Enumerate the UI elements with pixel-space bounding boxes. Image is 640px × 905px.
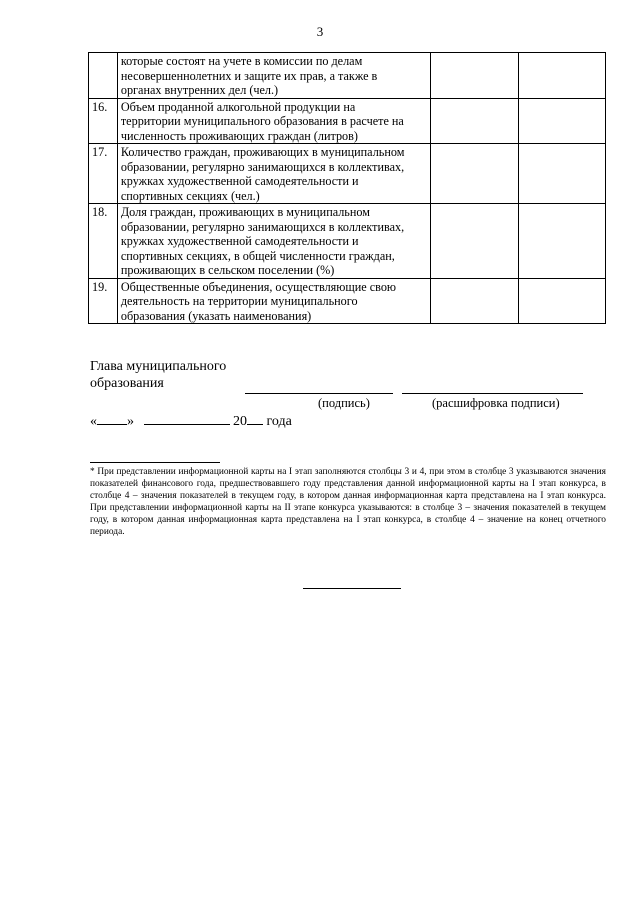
column-4-value [518, 144, 605, 204]
row-number: 17. [89, 144, 118, 204]
description-line: Количество граждан, проживающих в муниципальном [120, 145, 405, 159]
column-4-value [518, 53, 605, 99]
signature-decode-line [402, 377, 583, 394]
row-description [117, 204, 430, 279]
column-3-value [431, 53, 518, 99]
date-year-blank [247, 412, 263, 425]
description-line: образовании, регулярно занимающихся в коллективах, [120, 219, 405, 234]
description-line: Общественные объединения, осуществляющие свою [120, 279, 397, 294]
table-row [89, 53, 606, 99]
date-line [90, 412, 292, 430]
description-line: территории муниципального образования в расчете на [120, 114, 404, 128]
indicators-table-body [89, 53, 606, 324]
footnote [90, 466, 606, 538]
row-description [117, 98, 430, 144]
date-day-blank [97, 412, 127, 425]
footnote-text: При представлении информационной карты на I этап заполняются столбцы 3 и 4, при этом в столбце 3 указываются значения показателей финансового года, предшествовавшего году представления данной информационной карты на I этап конкурса, в столбце 4 – значения показателей в текущем году, в котором данная информационная карта представлена на I этап конкурса. При представлении информационной карты на II этапе конкурса указываются: в столбце 3 – значения показателей в текущем году, в котором данная информационная карта представлена на I этап конкурса, в столбце 4 – значение на конец отчетного периода. [90, 467, 606, 537]
description-line: спортивных секциях, в общей численности граждан, [120, 248, 395, 263]
signature-decode-caption: (расшифровка подписи) [432, 396, 560, 410]
signature-block [90, 358, 226, 392]
column-4-value [518, 204, 605, 279]
description-line: проживающих в сельском поселении (%) [120, 263, 335, 277]
footnote-mark: * [90, 467, 95, 477]
row-number: 16. [89, 98, 118, 144]
column-4-value [518, 278, 605, 324]
description-line: несовершеннолетних и защите их прав, а также в [120, 68, 378, 83]
description-line: образования (указать наименования) [120, 308, 312, 323]
description-line: Объем проданной алкогольной продукции на [120, 99, 356, 114]
column-3-value [431, 144, 518, 204]
column-3-value [431, 204, 518, 279]
signature-title-line2: образования [90, 376, 164, 391]
date-close-quote: » [127, 414, 134, 429]
row-description [117, 278, 430, 324]
description-line: численность проживающих граждан (литров) [120, 128, 358, 143]
description-line: образовании, регулярно занимающихся в коллективах, [120, 159, 405, 174]
footnote-separator [90, 462, 220, 463]
description-line: Доля граждан, проживающих в муниципальном [120, 205, 370, 219]
table-row [89, 144, 606, 204]
end-line [303, 588, 401, 589]
description-line: органах внутренних дел (чел.) [120, 83, 279, 97]
table-row [89, 278, 606, 324]
row-number [89, 53, 118, 99]
page-number: 3 [316, 24, 324, 39]
signature-caption: (подпись) [318, 396, 370, 410]
table-row [89, 204, 606, 279]
description-line: спортивных секциях (чел.) [120, 188, 260, 203]
column-3-value [431, 278, 518, 324]
row-number: 18. [89, 204, 118, 279]
table-row [89, 98, 606, 144]
row-number: 19. [89, 278, 118, 324]
description-line: деятельность на территории муниципального [120, 294, 358, 308]
date-year-prefix: 20 [233, 414, 247, 429]
date-year-suffix: года [266, 414, 292, 429]
description-line: кружках художественной самодеятельности и [120, 174, 359, 188]
date-month-blank [144, 412, 230, 425]
indicators-table [88, 52, 606, 324]
signature-title-line1: Глава муниципального [90, 359, 227, 374]
column-3-value [431, 98, 518, 144]
description-line: кружках художественной самодеятельности и [120, 234, 359, 248]
date-open-quote: « [90, 414, 97, 429]
signature-line [245, 377, 393, 394]
column-4-value [518, 98, 605, 144]
row-description [117, 144, 430, 204]
row-description [117, 53, 430, 99]
description-line: которые состоят на учете в комиссии по делам [120, 54, 363, 68]
